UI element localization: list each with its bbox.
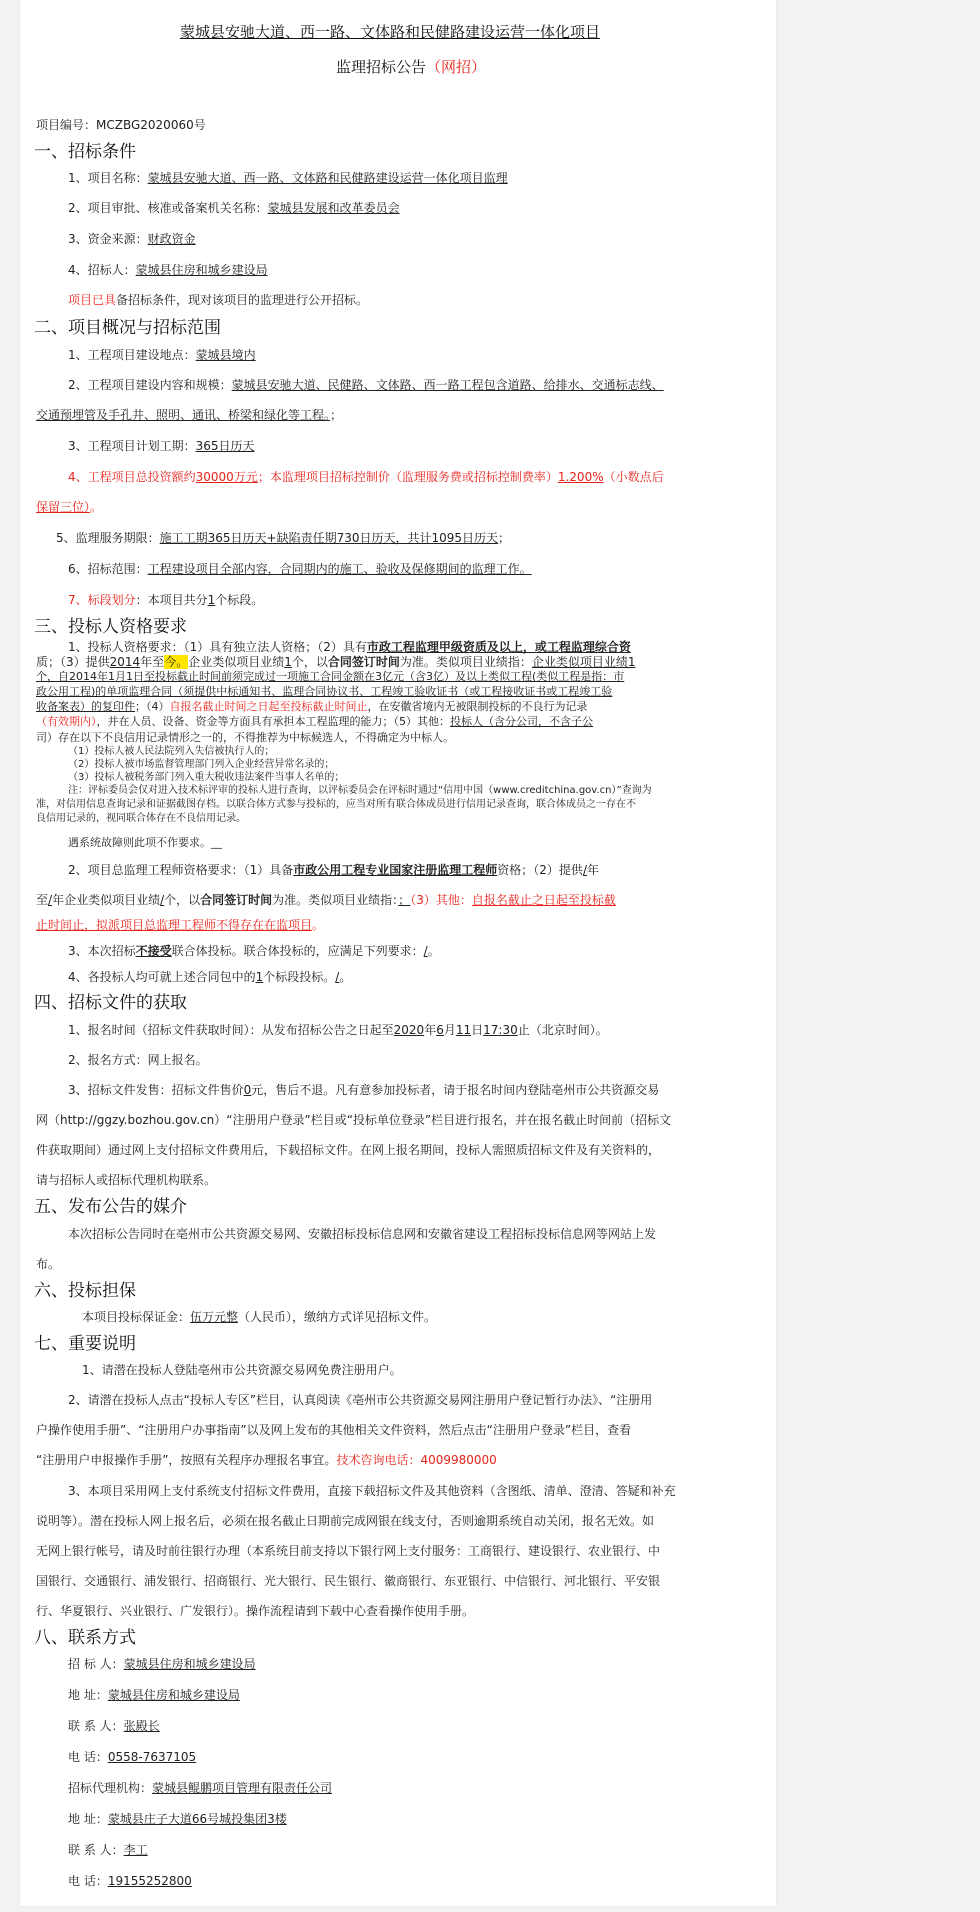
s2-investment-line2: 保留三位）。: [36, 500, 103, 514]
section-4-heading: 四、招标文件的获取: [34, 993, 187, 1013]
s4-registration-method: 2、报名方式：网上报名。: [68, 1053, 208, 1067]
s3-credit-note-line3: 良信用记录的，视同联合体存在不良信用记录。: [36, 813, 246, 824]
s7-note-3-line4: 国银行、交通银行、浦发银行、招商银行、光大银行、民生银行、徽商银行、东亚银行、中信银行、河北银行、平安银: [36, 1574, 661, 1588]
s4-doc-sale-line2: 网（http://ggzy.bozhou.gov.cn）“注册用户登录”栏目或“投标单位登录”栏目进行报名，并在报名截止时间前（招标文: [36, 1113, 672, 1127]
s4-registration-time: 1、报名时间（招标文件获取时间）：从发布招标公告之日起至2020年6月11日17:30止（北京时间）。: [68, 1023, 608, 1037]
s3-bidder-req-line7: 司）存在以下不良信用记录情形之一的，不得推荐为中标候选人，不得确定为中标人。: [36, 731, 454, 744]
s7-note-2-line1: 2、请潜在投标人点击“投标人专区”栏目，认真阅读《亳州市公共资源交易网注册用户登记暂行办法》、“注册用: [68, 1393, 653, 1407]
doc-title: 蒙城县安驰大道、西一路、文体路和民健路建设运营一体化项目: [180, 23, 601, 41]
s2-duration: 3、工程项目计划工期：365日历天: [68, 439, 255, 453]
project-number: 项目编号：MCZBG2020060号: [36, 118, 206, 132]
s3-credit-item-3: （3）投标人被税务部门列入重大税收违法案件当事人名单的；: [68, 772, 345, 783]
document-page: [20, 0, 776, 1906]
subtitle-tag: （网招）: [426, 58, 487, 76]
s2-service-period: 5、监理服务期限：施工工期365日历天+缺陷责任期730日历天，共计1095日历天；: [56, 531, 511, 545]
s3-credit-note-line2: 准，对信用信息查询记录和证据截图存档。以联合体方式参与投标的，应当对所有联合体成员进行信用记录查询，联合体成员之一存在不: [36, 799, 636, 810]
contact-agency-phone: 电 话：19155252800: [68, 1874, 192, 1888]
s2-scale-line2: 交通预埋管及手孔井、照明、通讯、桥梁和绿化等工程。；: [36, 408, 343, 422]
s1-ready-note: 项目已具备招标条件，现对该项目的监理进行公开招标。: [68, 293, 369, 307]
s7-note-3-line5: 行、华夏银行、兴业银行、广发银行）。操作流程请到下载中心查看操作使用手册。: [36, 1604, 475, 1618]
s3-lot-bidding: 4、各投标人均可就上述合同包中的1个标段投标。/。: [68, 970, 352, 984]
s3-bidder-req-line5: 收备案表）的复印件；（4）自报名截止时间之日起至投标截止时间止，在安徽省境内无被限制投标的不良行为记录: [36, 700, 588, 713]
section-3-heading: 三、投标人资格要求: [34, 617, 187, 637]
s3-chief-engineer-line3: 止时间止，拟派项目总监理工程师不得存在在监项目。: [36, 918, 325, 932]
s3-system-failure-note: 遇系统故障则此项不作要求。__: [68, 836, 222, 849]
s3-credit-note-line1: 注：评标委员会仅对进入技术标评审的投标人进行查询，以评标委员会在评标时通过“信用中国（www.creditchina.gov.cn）”查询为: [68, 785, 652, 796]
s7-note-3-line2: 说明等）。潜在投标人网上报名后，必须在报名截止日期前完成网银在线支付，否则逾期系统自动关闭，报名无效。如: [36, 1514, 655, 1528]
s3-credit-item-2: （2）投标人被市场监督管理部门列入企业经营异常名录的；: [68, 759, 335, 770]
s3-chief-engineer-line1: 2、项目总监理工程师资格要求：（1）具备市政公用工程专业国家注册监理工程师资格；（2）提供/年: [68, 863, 599, 877]
section-2-heading: 二、项目概况与招标范围: [34, 318, 221, 338]
s3-bidder-req-line2: 质；（3）提供2014年至今。企业类似项目业绩1个，以合同签订时间为准。类似项目业绩指：企业类似项目业绩1: [36, 655, 636, 669]
contact-tenderer-address: 地 址：蒙城县住房和城乡建设局: [68, 1688, 240, 1702]
s2-scale-line1: 2、工程项目建设内容和规模：蒙城县安驰大道、民健路、文体路、西一路工程包含道路、给排水、交通标志线、: [68, 378, 664, 392]
s1-approval-agency: 2、项目审批、核准或备案机关名称：蒙城县发展和改革委员会: [68, 201, 400, 215]
s7-note-3-line3: 无网上银行帐号，请及时前往银行办理（本系统目前支持以下银行网上支付服务：工商银行、建设银行、农业银行、中: [36, 1544, 661, 1558]
s4-doc-sale-line4: 请与招标人或招标代理机构联系。: [36, 1173, 217, 1187]
s3-bidder-req-line3: 个，自2014年1月1日至投标截止时间前须完成过一项施工合同金额在3亿元（含3亿）及以上类似工程(类似工程是指：市: [36, 670, 625, 683]
s1-project-name: 1、项目名称：蒙城县安驰大道、西一路、文体路和民健路建设运营一体化项目监理: [68, 171, 508, 185]
s1-fund-source: 3、资金来源：财政资金: [68, 232, 196, 246]
s3-bidder-req-line6: （有效期内），并在人员、设备、资金等方面具有承担本工程监理的能力；（5）其他：投标人（含分公司，不含子公: [36, 715, 593, 728]
s5-media-line2: 布。: [36, 1257, 61, 1271]
section-8-heading: 八、联系方式: [34, 1628, 136, 1648]
contact-tenderer-person: 联 系 人：张殿长: [68, 1719, 160, 1733]
s3-bidder-req-line4: 政公用工程)的单项监理合同（须提供中标通知书、监理合同协议书、工程竣工验收证书（或工程接收证书或工程竣工验: [36, 685, 613, 698]
s4-doc-sale-line3: 件获取期间）通过网上支付招标文件费用后，下载招标文件。在网上报名期间，投标人需照质招标文件及有关资料的，: [36, 1143, 661, 1157]
section-7-heading: 七、重要说明: [34, 1334, 136, 1354]
s1-tenderer: 4、招标人：蒙城县住房和城乡建设局: [68, 263, 268, 277]
s2-scope: 6、招标范围：工程建设项目全部内容，合同期内的施工、验收及保修期间的监理工作。: [68, 562, 532, 576]
contact-tenderer: 招 标 人：蒙城县住房和城乡建设局: [68, 1657, 256, 1671]
contact-agency: 招标代理机构：蒙城县鲲鹏项目管理有限责任公司: [68, 1781, 333, 1795]
contact-agency-address: 地 址：蒙城县庄子大道66号城投集团3楼: [68, 1812, 287, 1826]
s7-note-3-line1: 3、本项目采用网上支付系统支付招标文件费用，直接下载招标文件及其他资料（含图纸、清单、澄清、答疑和补充: [68, 1484, 676, 1498]
s4-doc-sale-line1: 3、招标文件发售：招标文件售价0元，售后不退。凡有意参加投标者，请于报名时间内登陆亳州市公共资源交易: [68, 1083, 660, 1097]
section-6-heading: 六、投标担保: [34, 1281, 136, 1301]
s3-joint-venture: 3、本次招标不接受联合体投标。联合体投标的，应满足下列要求：/。: [68, 944, 440, 958]
s6-bond: 本项目投标保证金：伍万元整（人民币），缴纳方式详见招标文件。: [82, 1310, 437, 1324]
contact-tenderer-phone: 电 话：0558-7637105: [68, 1750, 197, 1764]
s3-bidder-req-line1: 1、投标人资格要求：（1）具有独立法人资格；（2）具有市政工程监理甲级资质及以上，或工程监理综合资: [68, 640, 631, 654]
section-1-heading: 一、招标条件: [34, 142, 136, 162]
s7-note-2-line3: “注册用户申报操作手册”，按照有关程序办理报名事宜。技术咨询电话：4009980000: [36, 1453, 497, 1467]
doc-subtitle: [336, 58, 486, 76]
s2-location: 1、工程项目建设地点：蒙城县境内: [68, 348, 256, 362]
s2-investment-line1: 4、工程项目总投资额约30000万元；本监理项目招标控制价（监理服务费或招标控制费率）1.200%（小数点后: [68, 470, 664, 484]
subtitle-main: 监理招标公告: [336, 58, 427, 76]
s3-chief-engineer-line2: 至/年企业类似项目业绩/个，以合同签订时间为准。类似项目业绩指：；（3）其他：自报名截止之日起至投标截: [36, 893, 616, 907]
s5-media-line1: 本次招标公告同时在亳州市公共资源交易网、安徽招标投标信息网和安徽省建设工程招标投标信息网等网站上发: [68, 1227, 657, 1241]
s7-note-2-line2: 户操作使用手册”、“注册用户办事指南”以及网上发布的其他相关文件资料，然后点击“注册用户登录”栏目，查看: [36, 1423, 632, 1437]
s2-lots: 7、标段划分：本项目共分1个标段。: [68, 593, 264, 607]
contact-agency-person: 联 系 人：李工: [68, 1843, 148, 1857]
s3-credit-item-1: （1）投标人被人民法院列入失信被执行人的；: [68, 746, 275, 757]
s7-note-1: 1、请潜在投标人登陆亳州市公共资源交易网免费注册用户。: [82, 1363, 402, 1377]
section-5-heading: 五、发布公告的媒介: [34, 1197, 187, 1217]
